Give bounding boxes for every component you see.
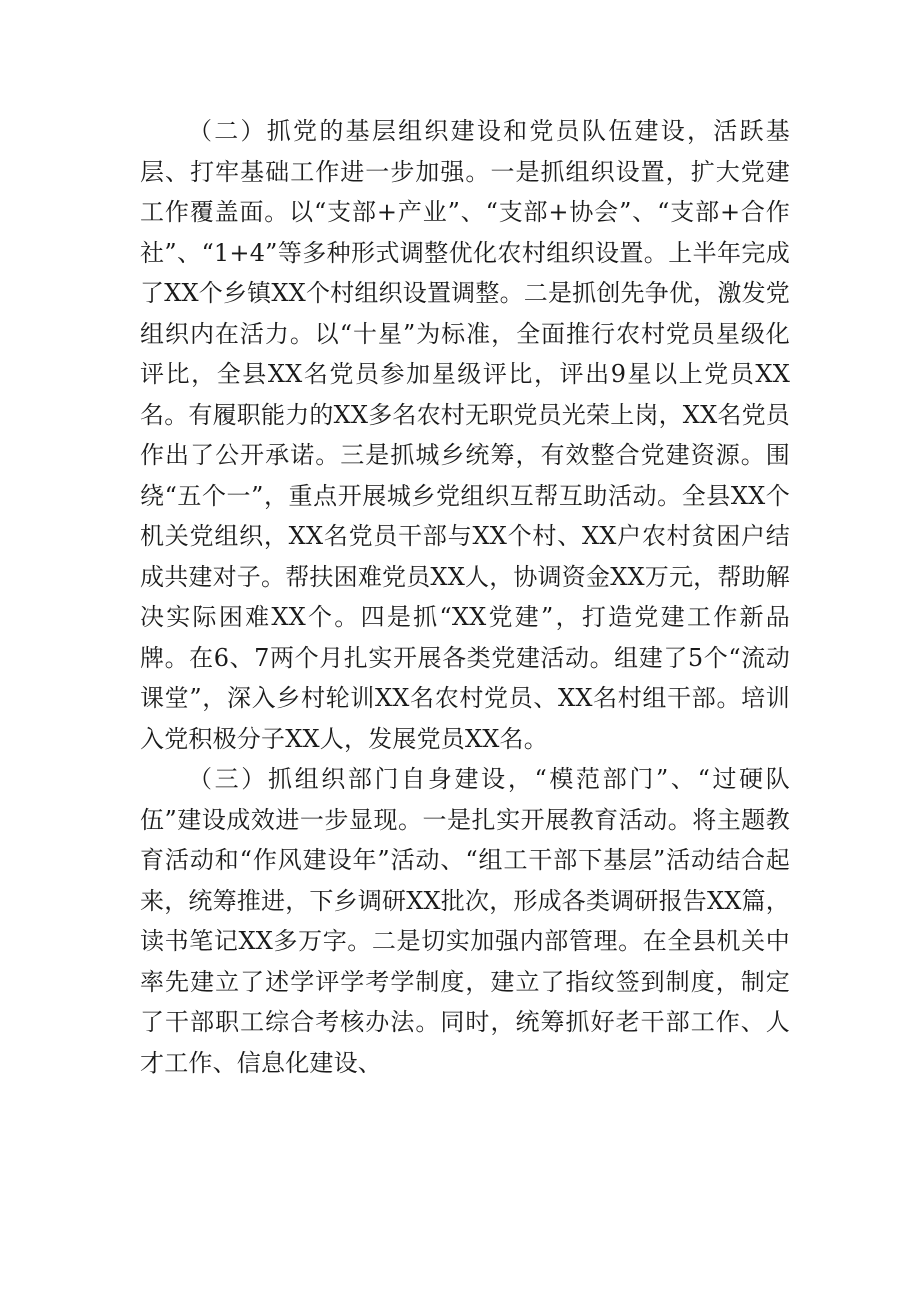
- document-body: [140, 111, 790, 1083]
- paragraph-3: （三）抓组织部门自身建设，“模范部门”、“过硬队伍”建设成效进一步显现。一是扎实开展教育活动。将主题教育活动和“作风建设年”活动、“组工干部下基层”活动结合起来，统筹推进，下乡调研XX批次，形成各类调研报告XX篇，读书笔记XX多万字。二是切实加强内部管理。在全县机关中率先建立了述学评学考学制度，建立了指纹签到制度，制定了干部职工综合考核办法。同时，统筹抓好老干部工作、人才工作、信息化建设、: [140, 765, 790, 1077]
- paragraph-2: （二）抓党的基层组织建设和党员队伍建设，活跃基层、打牢基础工作进一步加强。一是抓组织设置，扩大党建工作覆盖面。以“支部+产业”、“支部+协会”、“支部+合作社”、“1+4”等多种形式调整优化农村组织设置。上半年完成了XX个乡镇XX个村组织设置调整。二是抓创先争优，激发党组织内在活力。以“十星”为标准，全面推行农村党员星级化评比，全县XX名党员参加星级评比，评出9星以上党员XX名。有履职能力的XX多名农村无职党员光荣上岗，XX名党员作出了公开承诺。三是抓城乡统筹，有效整合党建资源。围绕“五个一”，重点开展城乡党组织互帮互助活动。全县XX个机关党组织，XX名党员干部与XX个村、XX户农村贫困户结成共建对子。帮扶困难党员XX人，协调资金XX万元，帮助解决实际困难XX个。四是抓“XX党建”，打造党建工作新品牌。在6、7两个月扎实开展各类党建活动。组建了5个“流动课堂”，深入乡村轮训XX名农村党员、XX名村组干部。培训入党积极分子XX人，发展党员XX名。: [140, 117, 790, 753]
